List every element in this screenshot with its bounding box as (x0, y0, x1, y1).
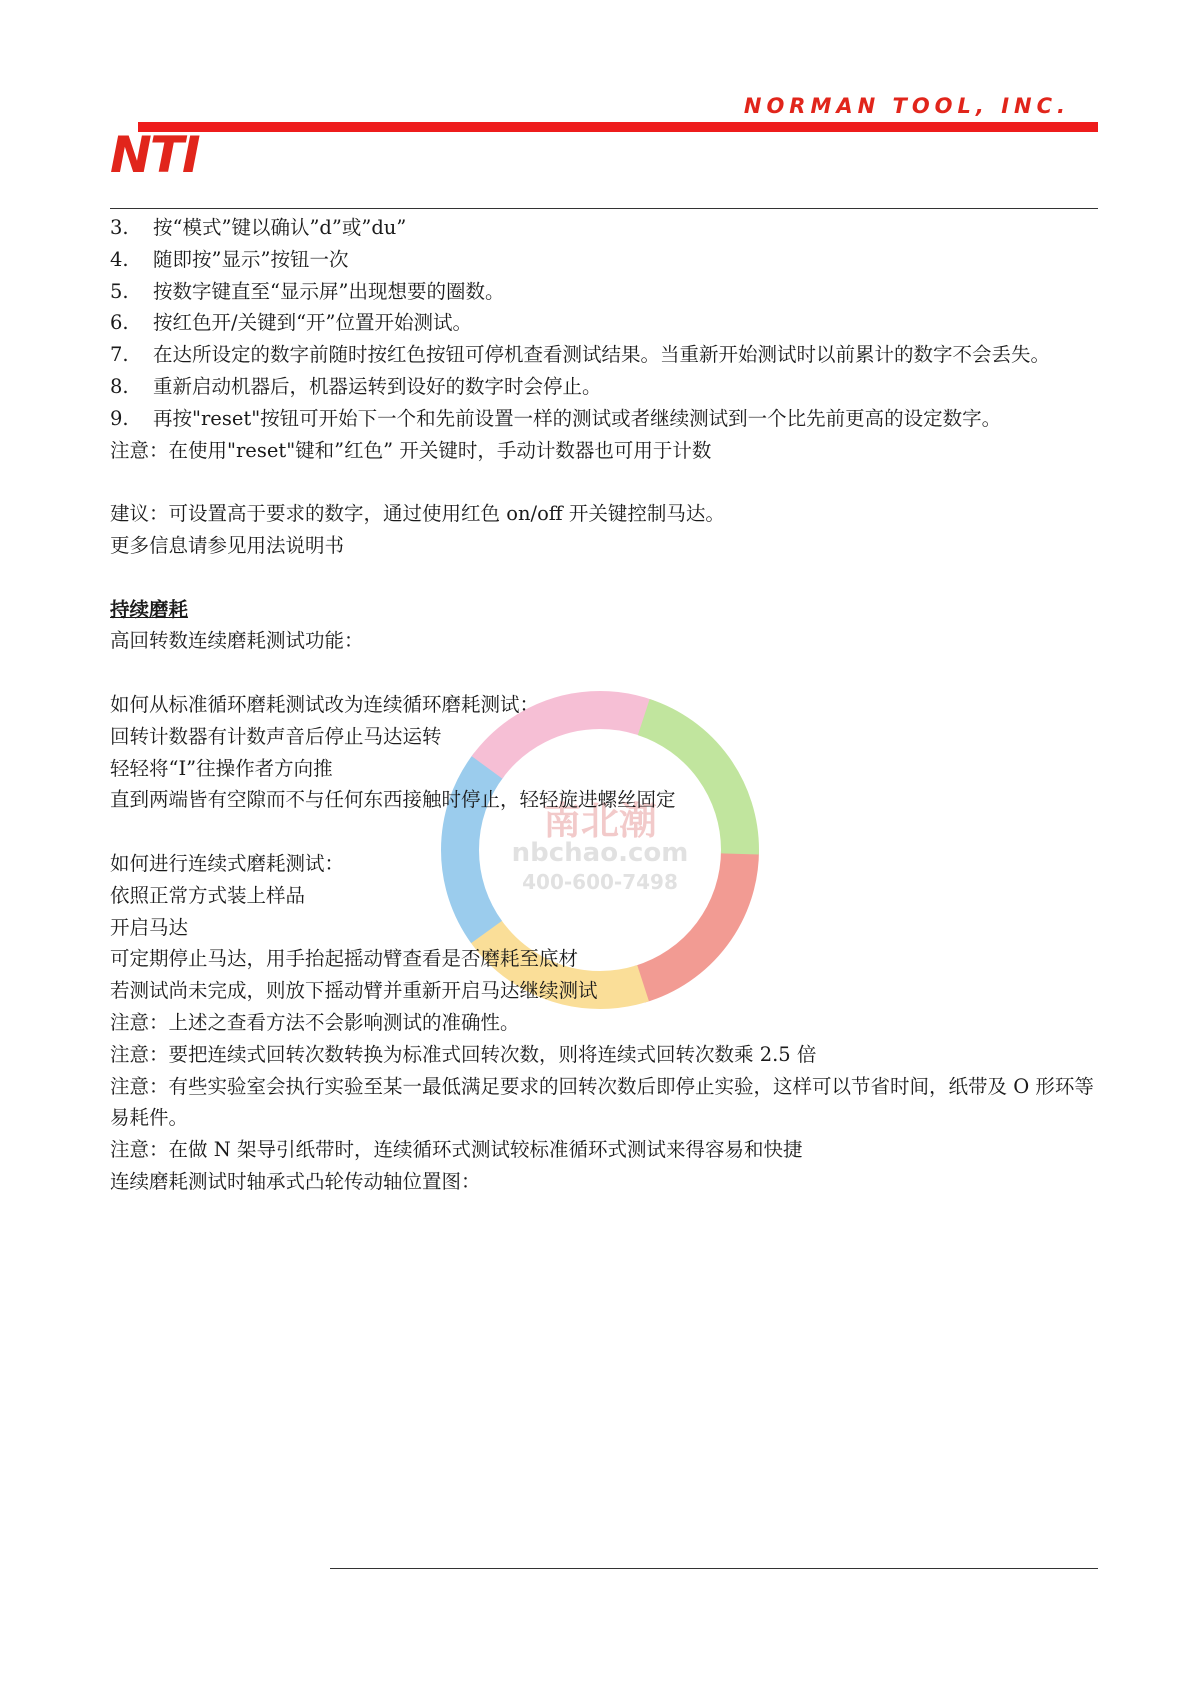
blank-line (110, 657, 1100, 689)
text-line (110, 721, 1100, 753)
text-line (110, 689, 1100, 721)
line-text: 注意：在使用"reset"键和”红色” 开关键时，手动计数器也可用于计数 (110, 438, 712, 462)
line-text: 注意：有些实验室会执行实验至某一最低满足要求的回转次数后即停止实验，这样可以节省时间，纸带及 O 形环等易耗件。 (110, 1074, 1094, 1130)
line-text: 直到两端皆有空隙而不与任何东西接触时停止，轻轻旋进螺丝固定 (110, 788, 676, 812)
numbered-step (110, 403, 1100, 435)
line-text: 高回转数连续磨耗测试功能： (110, 629, 364, 653)
text-line (110, 435, 1100, 467)
text-line (110, 498, 1100, 530)
step-number: 3. (110, 216, 129, 239)
document-body (110, 212, 1100, 1198)
step-number: 5. (110, 279, 129, 303)
step-number: 8. (110, 374, 129, 398)
numbered-step (110, 244, 1100, 276)
numbered-step (110, 276, 1100, 308)
line-text: 轻轻将“I”往操作者方向推 (110, 756, 333, 780)
text-line (110, 1039, 1100, 1071)
text-line (110, 784, 1100, 816)
line-text: 如何进行连续式磨耗测试： (110, 851, 345, 875)
line-text: 在达所设定的数字前随时按红色按钮可停机查看测试结果。当重新开始测试时以前累计的数字不会丢失。 (153, 343, 1051, 367)
line-text: 回转计数器有计数声音后停止马达运转 (110, 724, 442, 748)
footer-rule (330, 1568, 1098, 1569)
text-line (110, 1134, 1100, 1166)
line-text: 可定期停止马达，用手抬起摇动臂查看是否磨耗至底材 (110, 947, 579, 971)
nti-logo (110, 126, 199, 184)
step-number: 6. (110, 311, 129, 335)
text-line (110, 1007, 1100, 1039)
watermark-phone: 400-600-7498 (522, 870, 678, 894)
text-line (110, 848, 1100, 880)
line-text: 如何从标准循环磨耗测试改为连续循环磨耗测试： (110, 692, 540, 716)
line-text: 注意：要把连续式回转次数转换为标准式回转次数，则将连续式回转次数乘 2.5 倍 (110, 1042, 817, 1066)
text-line (110, 530, 1100, 562)
line-text: 重新启动机器后，机器运转到设好的数字时会停止。 (153, 374, 602, 398)
text-line (110, 625, 1100, 657)
line-text: 按红色开/关键到“开”位置开始测试。 (153, 311, 473, 335)
line-text: 更多信息请参见用法说明书 (110, 533, 345, 557)
text-line (110, 912, 1100, 944)
watermark-cn: 南北潮 (542, 799, 657, 843)
step-number: 4. (110, 247, 129, 271)
header-rule (110, 208, 1098, 209)
line-text: 建议：可设置高于要求的数字，通过使用红色 on/off 开关键控制马达。 (110, 502, 725, 526)
blank-line (110, 816, 1100, 848)
logo-text: NTI (110, 126, 199, 184)
line-text: 按数字键直至“显示屏”出现想要的圈数。 (153, 279, 505, 303)
text-line (110, 880, 1100, 912)
text-line (110, 1166, 1100, 1198)
text-line (110, 943, 1100, 975)
section-heading (110, 594, 1100, 626)
line-text: 再按"reset"按钮可开始下一个和先前设置一样的测试或者继续测试到一个比先前更高的设定数字。 (153, 406, 1002, 430)
numbered-step (110, 339, 1100, 371)
line-text: 持续磨耗 (110, 597, 189, 621)
header-red-bar (138, 122, 1098, 132)
blank-line (110, 562, 1100, 594)
numbered-step (110, 212, 1100, 244)
line-text: 连续磨耗测试时轴承式凸轮传动轴位置图： (110, 1169, 481, 1193)
step-number: 7. (110, 343, 129, 367)
line-text: 若测试尚未完成，则放下摇动臂并重新开启马达继续测试 (110, 979, 598, 1003)
numbered-step (110, 307, 1100, 339)
watermark-site: nbchao.com (511, 838, 689, 868)
numbered-step (110, 371, 1100, 403)
step-number: 9. (110, 406, 129, 430)
line-text: 开启马达 (110, 915, 189, 939)
blank-line (110, 466, 1100, 498)
text-line (110, 975, 1100, 1007)
company-name: NORMAN TOOL, INC. (743, 94, 1070, 118)
text-line (110, 753, 1100, 785)
line-text: 随即按”显示”按钮一次 (153, 247, 349, 271)
text-line (110, 1071, 1100, 1135)
line-text: 注意：在做 N 架导引纸带时，连续循环式测试较标准循环式测试来得容易和快捷 (110, 1138, 803, 1162)
line-text: 按“模式”键以确认”d”或”du” (153, 216, 407, 239)
line-text: 注意：上述之查看方法不会影响测试的准确性。 (110, 1010, 520, 1034)
line-text: 依照正常方式装上样品 (110, 883, 306, 907)
